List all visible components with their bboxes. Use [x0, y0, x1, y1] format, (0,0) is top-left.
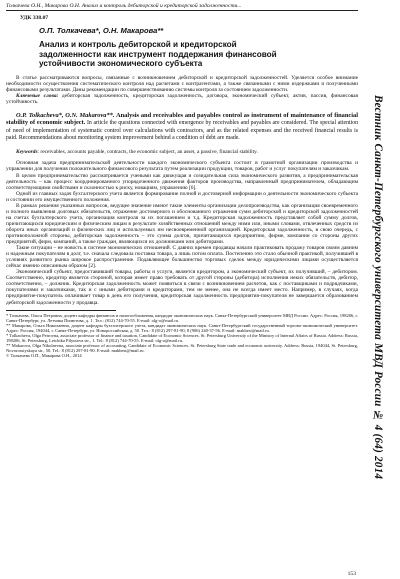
keywords-ru	[6, 93, 358, 105]
journal-side-title-text: Вестник Санкт-Петербургского университета МВД России № 4 (64) 2014	[372, 95, 384, 480]
keywords-en-text: : receivables, accounts payable, contracts, the economic subject, an asset, a passive, financial stability.	[37, 149, 258, 155]
footnote: ** Makarova, Olga Nikolaevna, associate professor of accounting, Candidate of Economic Sciences. St. Petersburg State trade and economic university. Address: Russia, 194044, St. Petersburg, Novorossiyskaya str., 50. Tel.: 8 (812) 297-81-90. E-mail: makbest@mail.ru.	[6, 343, 358, 354]
footnote-divider	[6, 310, 116, 311]
keywords-en	[6, 149, 358, 155]
footnote: ** Макарова, Ольга Николаевна, доцент кафедры бухгалтерского учета, кандидат экономических наук. Санкт-Петербургский государственный торгово-экономический университет. Адрес: Россия, 194044, г. Санкт-Петербург, ул. Новороссийская, д. 50. Тел.: 8 (812) 297-81-90, 8 (906) 240-37-56. E-mail: makbest@mail.ru.	[6, 322, 358, 333]
article-title: Анализ и контроль дебиторской и кредиторской задолженности как инструмент поддержания финансовой устойчивости экономического субъекта	[39, 40, 277, 69]
body-paragraph: Основная задача предпринимательской деятельности каждого экономического субъекта состоит в грамотной организации производства и управлении для получения положительного финансового результата путем реализации продукции, товаров, работ и услуг покупателям и заказчикам.	[6, 160, 358, 173]
english-abstract	[6, 112, 358, 142]
page-number: 153	[347, 571, 356, 577]
english-title: Analysis and receivables and payables control as instrument of maintenance of financial stability of economic subject.	[6, 112, 358, 127]
body-paragraph: В целом предпринимательство рассматривается учеными как движущая и созидательная сила экономического развития, а предпринимательская деятельность – как процесс координированного упорядоченного движения факторов производства, направленный предпринимателем, обладающим соответствующими свойствами и склонностью к риску, новациям, управлению [6].	[6, 172, 358, 191]
journal-side-title	[360, 10, 396, 565]
keywords-ru-label: Ключевые слова:	[16, 92, 59, 99]
keywords-en-label: Keywords	[16, 149, 38, 155]
english-abstract-text: In article the questions connected with emergence by receivables and payables are considered. The special attention of need of implementation of systematic control over calculations with contractors, and as the related expenses and the received financial results is paid. Recommendations about monitoring system improvement behind a condition of debt are made.	[6, 120, 358, 142]
body-paragraph: Одной из главных задач бухгалтерского учета является формирование полной и достоверной информации о деятельности экономического субъекта и состоянии его имущественного положения.	[6, 190, 358, 203]
article-page	[6, 0, 358, 579]
copyright-notice: © Толкачева О.П., Макарова О.Н., 2014	[6, 353, 82, 359]
english-authors: O.P. Tolkacheva*, O.N. Makarova**.	[16, 112, 115, 120]
abstract-ru: В статье рассматриваются вопросы, связанные с возникновением дебиторской и кредиторской задолженностей. Уделяется особое внимание необходимости осуществления систематического контроля над расчетами с контрагентами, а также связанными с ними издержками и полученными финансовыми результатами. Даны рекомендации по совершенствованию системы контроля за состоянием задолженности.	[6, 74, 358, 93]
udk-code: УДК 338.07	[20, 15, 49, 21]
footnote: * Tolkacheva, Olga Petrovna, associate professor of finance and taxation, Candidate of Economic Sciences. St. Petersburg University of the Ministry of Internal Affairs of Russia. Address: Russia, 198206, St. Petersburg, Letchika Pilyutova str., 1. Tel.: 8 (812) 744-70-55. E-mail: olg-o@mail.ru.	[6, 332, 358, 344]
body-paragraph: Экономический субъект, предоставивший товары, работы и услуги, является кредитором, а экономический субъект, их получивший, – дебитором. Соответственно, кредитор является стороной, которая имеет право требовать от другой стороны (дебитора) исполнения неких обязательств, дебитор, соответственно, – должник. Кредиторская задолженность может появиться в связи с возникновением расчетов, как с поставщиками и подрядчиками, покупателями и заказчиками, так и с иными дебиторами и кредиторами, тем не менее, она не всегда имеет место. Например, в случаях, когда предприятие-покупатель оплачивает товар в день его получения, кредиторская задолженность предприятия-покупателя не завершается образованием дебиторской задолженности у продавца.	[6, 269, 358, 306]
body-paragraph: Такие ситуации – не новость в системе экономических отношений. С давних времен продавцы начали практиковать продажу товаров своим давним и надежным покупателям в долг, т.е. сначала следовала поставка товара, а лишь потом оплата. Постепенно это стало обычной практикой, получившей в условиях развитого рынка широкое распространение. Подавляющее большинство торговых сделок между юридическими лицами осуществляется сейчас именно описанным образом [2].	[6, 245, 358, 270]
running-header: Толкачева О.Н., Макарова О.Н. Анализ и контроль дебиторской и кредиторской задолженности...	[6, 2, 358, 11]
article-authors: О.П. Толкачева*, О.Н. Макарова**	[39, 26, 164, 35]
footnote: * Толкачева, Ольга Петровна, доцент кафедры финансов и налогообложения, кандидат экономических наук. Санкт-Петербургский университет МВД России. Адрес: Россия, 198206, г. Санкт-Петербург, ул. Летчика Пилютова, д. 1. Тел.: (812) 744-70-55. E-mail: olg-o@mail.ru.	[6, 312, 358, 323]
keywords-ru-text: дебиторская задолженность, кредиторская задолженность, договора, экономический субъект, актив, пассив, финансовая устойчивость.	[6, 92, 358, 105]
body-paragraph: В рамках решения указанных вопросов, ведущее значение имеют такие элементы организации делопроизводства, как организация своевременного и полного выявления долговых обязательств, отражение достоверного и обоснованного отражения сумм дебиторской и кредиторской задолженностей на счетах бухгалтерского учета, организация контроля за их погашением и т.д. Кредиторская задолженность представляет собой сумму долгов, причитающихся юридическим и физическим лицам в результате хозяйственных отношений между ними или, иными словами, отвлеченных средств из оборота иных организаций и физических лиц и используемых им несвоевременной организацией. Кредиторская задолженность, в свою очередь, с противоположной стороны, дебиторская задолженность – это сумма долгов, причитающихся предприятию, фирме, компании со стороны других предприятий, фирм, компаний, а также граждан, являющихся их должниками или дебиторами.	[6, 202, 358, 246]
